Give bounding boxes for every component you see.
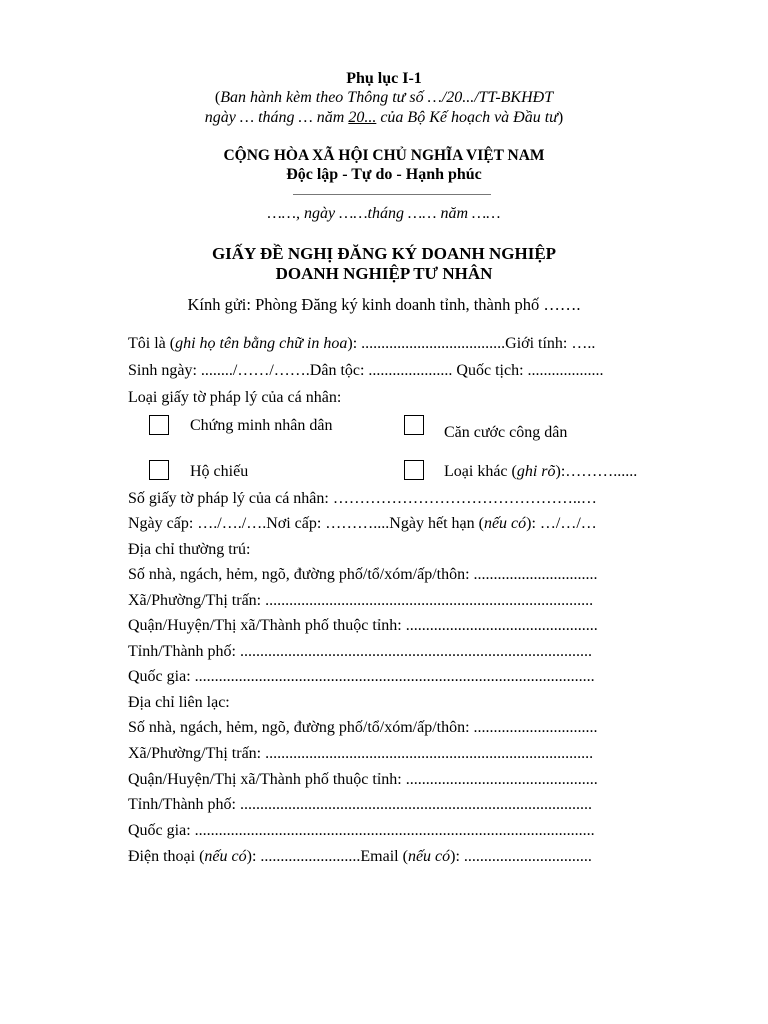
permanent-ward-field: Xã/Phường/Thị trấn: .................................................................................. bbox=[128, 592, 594, 609]
contact-ward-field: Xã/Phường/Thị trấn: .................................................................................. bbox=[128, 745, 594, 762]
birth-ethnicity-nationality-field: Sinh ngày: ......../……/…….Dân tộc: ..................... Quốc tịch: ................... bbox=[128, 362, 604, 379]
phone-email-field: Điện thoại (nếu có): .........................Email (nếu có): ................................ bbox=[128, 848, 592, 865]
permanent-street-field: Số nhà, ngách, hẻm, ngõ, đường phố/tổ/xóm/ấp/thôn: ............................... bbox=[128, 566, 598, 583]
label-id-card: Chứng minh nhân dân bbox=[190, 417, 333, 434]
checkbox-id-card[interactable] bbox=[149, 415, 169, 435]
issued-year: 20... bbox=[348, 109, 377, 126]
permanent-address-label: Địa chỉ thường trú: bbox=[128, 541, 251, 558]
checkbox-citizen-id[interactable] bbox=[404, 415, 424, 435]
checkbox-passport[interactable] bbox=[149, 460, 169, 480]
national-motto: Độc lập - Tự do - Hạnh phúc bbox=[286, 166, 482, 183]
contact-street-field: Số nhà, ngách, hẻm, ngõ, đường phố/tổ/xóm/ấp/thôn: ............................... bbox=[128, 719, 598, 736]
contact-district-field: Quận/Huyện/Thị xã/Thành phố thuộc tỉnh: ................................................ bbox=[128, 771, 598, 788]
form-title-line2: DOANH NGHIỆP TƯ NHÂN bbox=[275, 264, 493, 283]
contact-province-field: Tỉnh/Thành phố: ........................................................................................ bbox=[128, 796, 592, 813]
name-field: Tôi là (ghi họ tên bằng chữ in hoa): ....................................Giới tính: ….. bbox=[128, 335, 596, 352]
permanent-district-field: Quận/Huyện/Thị xã/Thành phố thuộc tỉnh: ................................................ bbox=[128, 617, 598, 634]
contact-address-label: Địa chỉ liên lạc: bbox=[128, 694, 230, 711]
paren-close: ) bbox=[557, 109, 564, 126]
issued-by-line2 bbox=[0, 109, 768, 127]
paren-open: ( bbox=[214, 89, 221, 106]
issued-date: ngày … tháng … năm bbox=[204, 109, 349, 126]
id-type-label: Loại giấy tờ pháp lý của cá nhân: bbox=[128, 389, 342, 406]
permanent-country-field: Quốc gia: .................................................................................................... bbox=[128, 668, 595, 685]
checkbox-other[interactable] bbox=[404, 460, 424, 480]
contact-country-field: Quốc gia: .................................................................................................... bbox=[128, 822, 595, 839]
form-title-line1: GIẤY ĐỀ NGHỊ ĐĂNG KÝ DOANH NGHIỆP bbox=[211, 244, 557, 263]
issue-date-place-field: Ngày cấp: …./…./….Nơi cấp: ………....Ngày hết hạn (nếu có): …/…/… bbox=[128, 515, 597, 532]
label-citizen-id: Căn cước công dân bbox=[444, 424, 568, 441]
permanent-province-field: Tỉnh/Thành phố: ........................................................................................ bbox=[128, 643, 592, 660]
recipient-line: Kính gửi: Phòng Đăng ký kinh doanh tỉnh, thành phố ……. bbox=[187, 295, 581, 314]
issued-by-line1 bbox=[0, 89, 768, 107]
country-name: CỘNG HÒA XÃ HỘI CHỦ NGHĨA VIỆT NAM bbox=[223, 147, 545, 164]
name-hint: ghi họ tên bằng chữ in hoa bbox=[175, 335, 348, 352]
issued-ministry: của Bộ Kế hoạch và Đầu tư bbox=[376, 109, 558, 126]
place-date-line: ……, ngày ……tháng …… năm …… bbox=[267, 205, 501, 222]
appendix-title: Phụ lục I-1 bbox=[346, 70, 422, 87]
label-passport: Hộ chiếu bbox=[190, 463, 249, 480]
id-number-field: Số giấy tờ pháp lý của cá nhân: ………………………………………..… bbox=[128, 490, 597, 507]
issued-text: Ban hành kèm theo Thông tư số …/20.../TT-BKHĐT bbox=[220, 89, 554, 106]
label-other: Loại khác (ghi rõ):………...... bbox=[444, 463, 638, 480]
motto-underline bbox=[293, 194, 491, 195]
